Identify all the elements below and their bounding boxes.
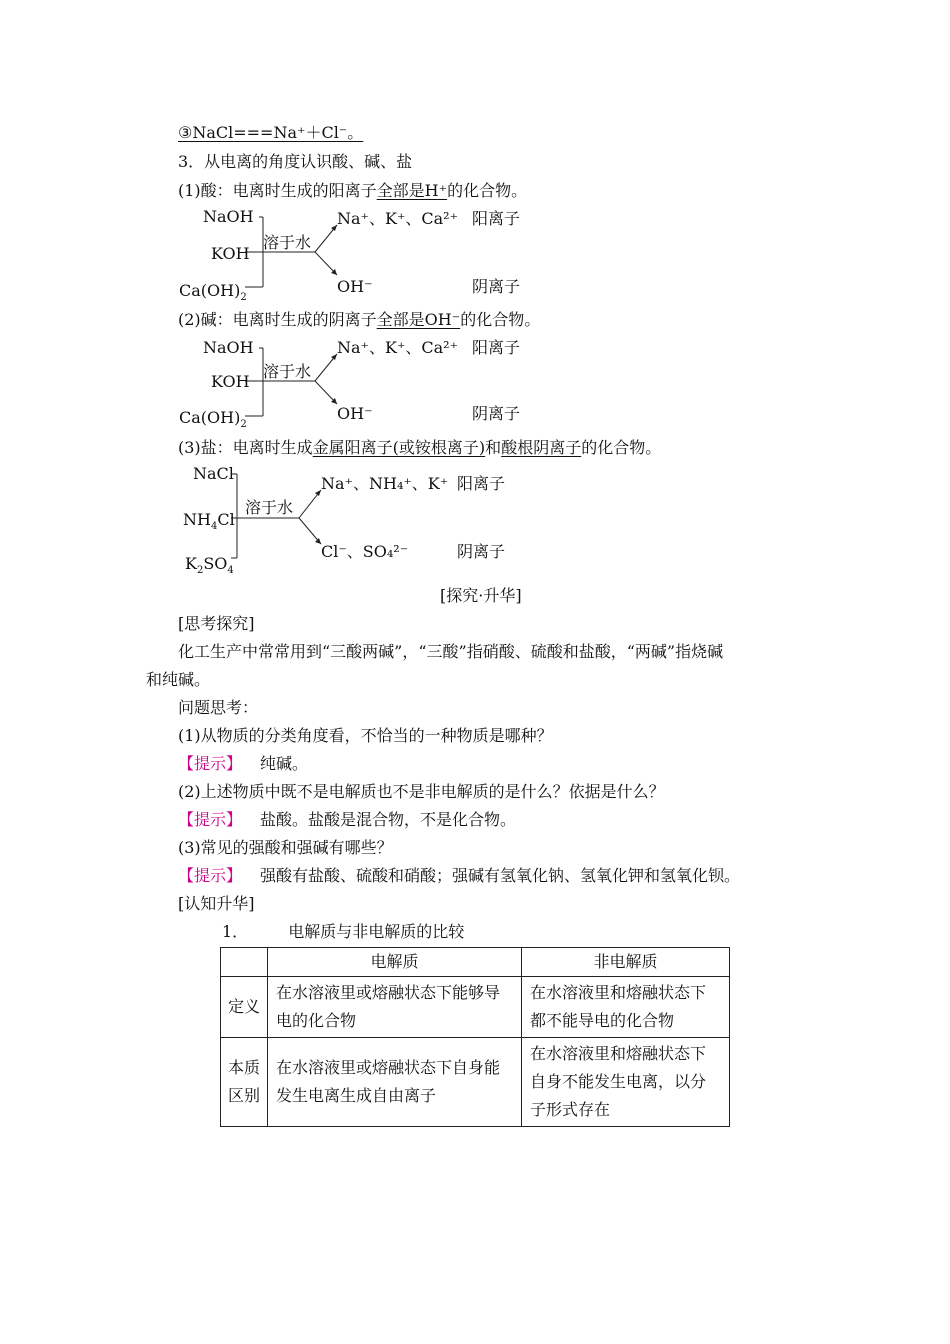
answer-3: 【提示】 强酸有盐酸、硫酸和硝酸；强碱有氢氧化钠、氢氧化钾和氢氧化钡。	[178, 866, 741, 885]
table-row	[221, 1038, 730, 1127]
table-cell: 在水溶液里和熔融状态下自身不能发生电离，以分子形式存在	[522, 1038, 730, 1127]
salt-definition: (3)盐：电离时生成金属阳离子(或铵根离子)和酸根阴离子的化合物。	[178, 438, 662, 457]
question-heading: 问题思考：	[178, 698, 259, 717]
formula-nacl: NaCl	[193, 464, 234, 483]
answer-2: 【提示】 盐酸。盐酸是混合物，不是化合物。	[178, 810, 517, 829]
ionization-diagram-salt	[175, 462, 575, 578]
formula-koh: KOH	[211, 244, 250, 263]
acid-definition: (1)酸：电离时生成的阳离子全部是H⁺的化合物。	[178, 181, 528, 200]
table-header-cell: 非电解质	[522, 948, 730, 977]
table-header-cell	[221, 948, 268, 977]
table-cell: 在水溶液里或熔融状态下能够导电的化合物	[268, 977, 522, 1038]
dissolve-label: 溶于水	[263, 362, 312, 381]
formula-naoh: NaOH	[203, 207, 254, 226]
cation-label: 阳离子	[472, 209, 521, 228]
tip-label: 【提示】	[178, 810, 243, 829]
formula-naoh: NaOH	[203, 338, 254, 357]
base-definition: (2)碱：电离时生成的阴离子全部是OH⁻的化合物。	[178, 310, 541, 329]
think-heading: [思考探究]	[178, 614, 255, 633]
row-label: 定义	[221, 977, 268, 1038]
anions-list: Cl⁻、SO₄²⁻	[321, 542, 409, 561]
comparison-table	[220, 947, 730, 1127]
section-heading-3: 3．从电离的角度认识酸、碱、盐	[178, 152, 413, 171]
table-header-row	[221, 948, 730, 977]
formula-caoh2: $Ca(OH)_2$	[179, 281, 247, 303]
formula-caoh2: $Ca(OH)_2$	[179, 408, 247, 430]
anion-label: 阴离子	[472, 404, 521, 423]
anion-label: 阴离子	[457, 542, 506, 561]
cation-label: 阳离子	[472, 338, 521, 357]
cations-list: Na⁺、K⁺、Ca²⁺	[337, 209, 459, 228]
cations-list: Na⁺、NH₄⁺、K⁺	[321, 474, 449, 493]
section-explore: [探究·升华]	[440, 586, 522, 605]
question-1: (1)从物质的分类角度看，不恰当的一种物质是哪种？	[178, 726, 553, 745]
anion-oh: OH⁻	[337, 277, 373, 296]
cations-list: Na⁺、K⁺、Ca²⁺	[337, 338, 459, 357]
cognize-heading: [认知升华]	[178, 894, 255, 913]
table-title: 1． 电解质与非电解质的比较	[222, 922, 465, 941]
formula-k2so4: $K_2SO_4$	[185, 554, 234, 576]
table-cell: 在水溶液里和熔融状态下都不能导电的化合物	[522, 977, 730, 1038]
ionization-diagram-acid	[175, 205, 575, 305]
dissolve-label: 溶于水	[263, 233, 312, 252]
tip-label: 【提示】	[178, 866, 243, 885]
anion-label: 阴离子	[472, 277, 521, 296]
equation-nacl: ③NaCl===Na⁺＋Cl⁻。	[178, 123, 364, 142]
formula-koh: KOH	[211, 372, 250, 391]
row-label: 本质区别	[221, 1038, 268, 1127]
question-3: (3)常见的强酸和强碱有哪些？	[178, 838, 393, 857]
question-2: (2)上述物质中既不是电解质也不是非电解质的是什么？依据是什么？	[178, 782, 665, 801]
table-cell: 在水溶液里或熔融状态下自身能发生电离生成自由离子	[268, 1038, 522, 1127]
paragraph-line-1: 化工生产中常常用到“三酸两碱”，“三酸”指硝酸、硫酸和盐酸，“两碱”指烧碱	[178, 642, 724, 661]
anion-oh: OH⁻	[337, 404, 373, 423]
dissolve-label: 溶于水	[245, 498, 294, 517]
table-row	[221, 977, 730, 1038]
paragraph-line-2: 和纯碱。	[146, 670, 211, 689]
formula-nh4cl: $NH_4Cl$	[183, 510, 235, 532]
cation-label: 阳离子	[457, 474, 506, 493]
table-header-cell: 电解质	[268, 948, 522, 977]
tip-label: 【提示】	[178, 754, 243, 773]
answer-1: 【提示】 纯碱。	[178, 754, 309, 773]
ionization-diagram-base	[175, 336, 575, 436]
